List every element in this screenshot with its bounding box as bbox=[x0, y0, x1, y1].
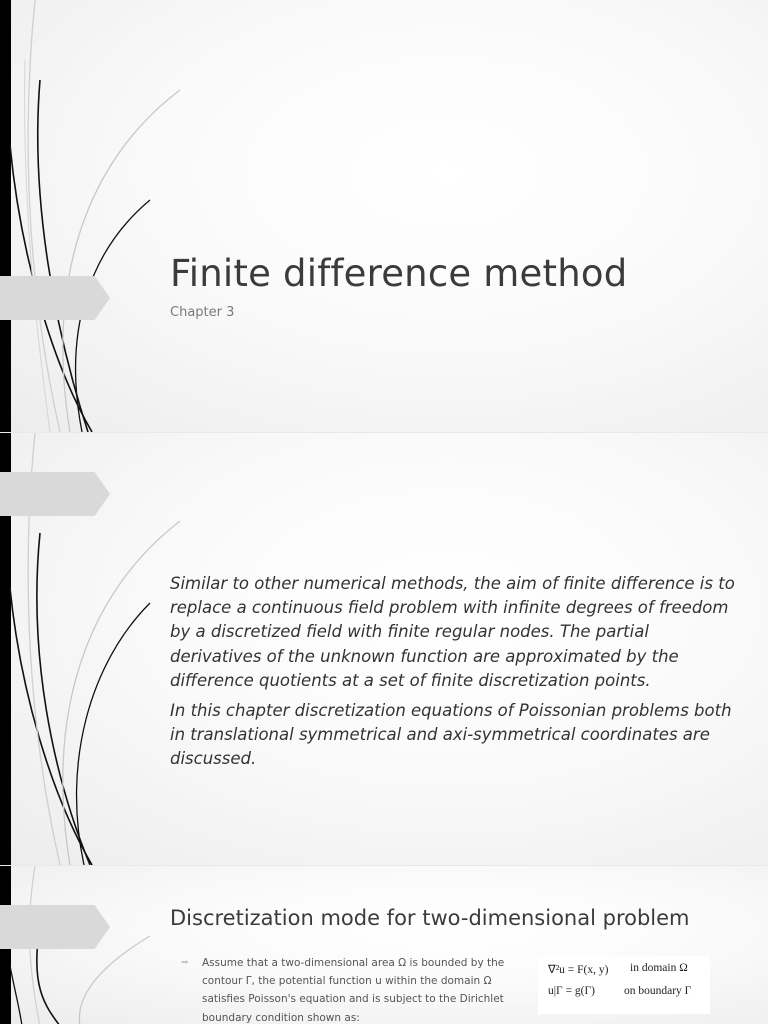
bullet-arrow-icon: ➡ bbox=[181, 958, 189, 968]
slide-title: Discretization mode for two-dimensional problem bbox=[170, 906, 690, 930]
formula-condition: in domain Ω bbox=[630, 962, 688, 974]
slide-tab-marker bbox=[0, 905, 110, 949]
formula-equation: ∇²u = F(x, y) bbox=[548, 964, 609, 976]
decorative-swoosh-lines bbox=[0, 0, 200, 432]
slide-title: Finite difference method bbox=[170, 252, 628, 295]
slide-2[interactable] bbox=[0, 433, 768, 865]
slide-subtitle: Chapter 3 bbox=[170, 305, 235, 320]
bullet-text: Assume that a two-dimensional area Ω is bounded by the contour Γ, the potential function u within the domain Ω satisfies Poisson's equation and is subject to the Dirichlet boundary condition shown as: bbox=[202, 957, 505, 1024]
formula-image bbox=[538, 956, 710, 1014]
bullet-item bbox=[181, 954, 516, 1024]
paragraph: In this chapter discretization equations of Poissonian problems both in translational symmetrical and axi-symmetrical coordinates are discussed. bbox=[170, 701, 732, 769]
slide-1[interactable] bbox=[0, 0, 768, 432]
slide-tab-marker bbox=[0, 276, 110, 320]
formula-condition: on boundary Γ bbox=[624, 985, 692, 997]
formula-equation: u|Γ = g(Γ) bbox=[548, 985, 595, 997]
slide-tab-marker bbox=[0, 472, 110, 516]
body-text bbox=[170, 572, 735, 778]
paragraph: Similar to other numerical methods, the aim of finite difference is to replace a continuous field problem with infinite degrees of freedom by a discretized field with finite regular nodes. The partial derivatives of the unknown function are approximated by the difference quotients at a set of finite discretization points. bbox=[170, 574, 735, 690]
slide-3[interactable] bbox=[0, 866, 768, 1024]
